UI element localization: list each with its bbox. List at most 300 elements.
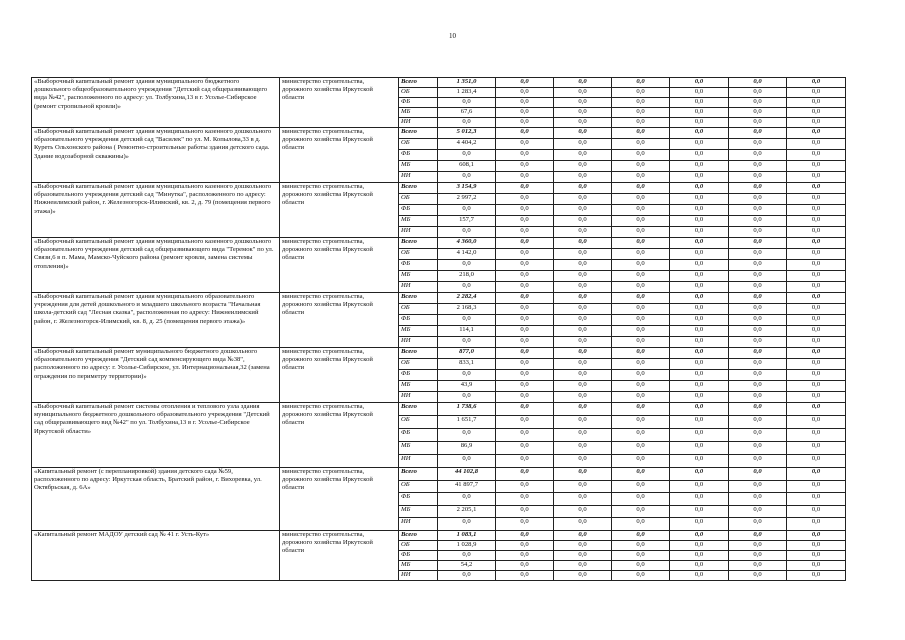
amount-cell: 5 012,3 <box>438 128 496 139</box>
amount-cell: 0,0 <box>787 183 846 194</box>
amount-cell: 0,0 <box>612 183 670 194</box>
funding-source-label: Всего <box>399 293 438 304</box>
amount-cell: 0,0 <box>496 416 554 429</box>
amount-cell: 0,0 <box>554 238 612 249</box>
amount-cell: 0,0 <box>670 550 729 560</box>
funding-source-label: ФБ <box>399 493 438 506</box>
amount-cell: 0,0 <box>729 518 787 531</box>
amount-cell: 0,0 <box>554 139 612 150</box>
amount-cell: 0,0 <box>787 370 846 381</box>
amount-cell: 0,0 <box>612 505 670 518</box>
amount-cell: 0,0 <box>612 455 670 468</box>
table-row-total <box>32 183 846 194</box>
amount-cell: 0,0 <box>729 118 787 128</box>
funding-source-label: Всего <box>399 183 438 194</box>
amount-cell: 0,0 <box>612 227 670 238</box>
amount-cell: 0,0 <box>670 183 729 194</box>
funding-source-label: ОБ <box>399 194 438 205</box>
amount-cell: 0,0 <box>554 359 612 370</box>
table-row-total <box>32 238 846 249</box>
amount-cell: 0,0 <box>496 183 554 194</box>
funding-source-label: МБ <box>399 326 438 337</box>
amount-cell: 0,0 <box>670 429 729 442</box>
amount-cell: 0,0 <box>438 392 496 403</box>
amount-cell: 0,0 <box>729 416 787 429</box>
amount-cell: 0,0 <box>729 560 787 570</box>
responsible-executor: министерство строительства, дорожного хозяйства Иркутской области <box>280 468 399 531</box>
amount-cell: 0,0 <box>496 540 554 550</box>
project-description: «Выборочный капитальный ремонт здания муниципального бюджетного дошкольного общеобразовательного учреждения "Детский сад общеразвивающего вида №42", расположенного по адресу: ул. Толбухина,13 в г. Усолье-Сибирское (ремонт стропильной кровли)» <box>32 78 280 128</box>
amount-cell: 0,0 <box>496 370 554 381</box>
amount-cell: 0,0 <box>787 293 846 304</box>
amount-cell: 0,0 <box>496 172 554 183</box>
amount-cell: 0,0 <box>612 108 670 118</box>
amount-cell: 0,0 <box>787 550 846 560</box>
amount-cell: 0,0 <box>438 455 496 468</box>
amount-cell: 0,0 <box>787 530 846 540</box>
amount-cell: 3 154,9 <box>438 183 496 194</box>
amount-cell: 0,0 <box>438 150 496 161</box>
amount-cell: 0,0 <box>612 205 670 216</box>
amount-cell: 0,0 <box>670 530 729 540</box>
funding-source-label: ОБ <box>399 88 438 98</box>
amount-cell: 41 897,7 <box>438 480 496 493</box>
amount-cell: 0,0 <box>554 348 612 359</box>
amount-cell: 0,0 <box>612 161 670 172</box>
responsible-executor: министерство строительства, дорожного хозяйства Иркутской области <box>280 348 399 403</box>
amount-cell: 0,0 <box>612 304 670 315</box>
amount-cell: 0,0 <box>554 183 612 194</box>
amount-cell: 0,0 <box>670 260 729 271</box>
amount-cell: 0,0 <box>787 282 846 293</box>
amount-cell: 2 282,4 <box>438 293 496 304</box>
amount-cell: 0,0 <box>787 468 846 481</box>
amount-cell: 0,0 <box>612 442 670 455</box>
amount-cell: 0,0 <box>612 150 670 161</box>
amount-cell: 0,0 <box>496 260 554 271</box>
funding-source-label: Всего <box>399 468 438 481</box>
amount-cell: 0,0 <box>554 493 612 506</box>
amount-cell: 0,0 <box>787 88 846 98</box>
amount-cell: 0,0 <box>438 118 496 128</box>
amount-cell: 0,0 <box>729 238 787 249</box>
amount-cell: 0,0 <box>554 530 612 540</box>
table-row-total <box>32 348 846 359</box>
amount-cell: 0,0 <box>612 98 670 108</box>
amount-cell: 0,0 <box>554 455 612 468</box>
amount-cell: 0,0 <box>729 468 787 481</box>
amount-cell: 0,0 <box>729 392 787 403</box>
amount-cell: 0,0 <box>438 550 496 560</box>
amount-cell: 0,0 <box>438 570 496 580</box>
amount-cell: 0,0 <box>729 108 787 118</box>
amount-cell: 2 168,3 <box>438 304 496 315</box>
amount-cell: 0,0 <box>729 315 787 326</box>
funding-source-label: ФБ <box>399 315 438 326</box>
amount-cell: 0,0 <box>496 227 554 238</box>
amount-cell: 0,0 <box>554 505 612 518</box>
amount-cell: 0,0 <box>670 78 729 88</box>
amount-cell: 0,0 <box>554 518 612 531</box>
amount-cell: 0,0 <box>670 98 729 108</box>
amount-cell: 0,0 <box>438 98 496 108</box>
amount-cell: 0,0 <box>729 150 787 161</box>
amount-cell: 0,0 <box>496 429 554 442</box>
funding-source-label: МБ <box>399 381 438 392</box>
amount-cell: 0,0 <box>612 550 670 560</box>
amount-cell: 0,0 <box>554 392 612 403</box>
amount-cell: 0,0 <box>670 172 729 183</box>
amount-cell: 0,0 <box>670 238 729 249</box>
amount-cell: 0,0 <box>438 227 496 238</box>
amount-cell: 0,0 <box>496 238 554 249</box>
amount-cell: 0,0 <box>554 98 612 108</box>
amount-cell: 0,0 <box>787 78 846 88</box>
amount-cell: 0,0 <box>612 216 670 227</box>
amount-cell: 0,0 <box>670 216 729 227</box>
amount-cell: 0,0 <box>729 139 787 150</box>
amount-cell: 608,1 <box>438 161 496 172</box>
responsible-executor: министерство строительства, дорожного хозяйства Иркутской области <box>280 183 399 238</box>
amount-cell: 0,0 <box>612 326 670 337</box>
table-row-total <box>32 530 846 540</box>
amount-cell: 0,0 <box>612 238 670 249</box>
amount-cell: 0,0 <box>496 88 554 98</box>
amount-cell: 157,7 <box>438 216 496 227</box>
amount-cell: 0,0 <box>554 304 612 315</box>
amount-cell: 0,0 <box>554 205 612 216</box>
amount-cell: 0,0 <box>787 337 846 348</box>
amount-cell: 0,0 <box>554 293 612 304</box>
table-row-total <box>32 293 846 304</box>
funding-source-label: ФБ <box>399 150 438 161</box>
funding-source-label: МБ <box>399 560 438 570</box>
table-row-total <box>32 403 846 416</box>
amount-cell: 0,0 <box>670 348 729 359</box>
amount-cell: 0,0 <box>496 150 554 161</box>
amount-cell: 0,0 <box>554 480 612 493</box>
amount-cell: 0,0 <box>670 570 729 580</box>
amount-cell: 0,0 <box>787 249 846 260</box>
amount-cell: 0,0 <box>670 392 729 403</box>
amount-cell: 0,0 <box>612 570 670 580</box>
amount-cell: 0,0 <box>729 271 787 282</box>
amount-cell: 0,0 <box>612 381 670 392</box>
amount-cell: 0,0 <box>670 161 729 172</box>
funding-source-label: ИИ <box>399 455 438 468</box>
amount-cell: 0,0 <box>729 216 787 227</box>
amount-cell: 0,0 <box>554 442 612 455</box>
amount-cell: 833,1 <box>438 359 496 370</box>
amount-cell: 0,0 <box>729 480 787 493</box>
table-row-total <box>32 128 846 139</box>
amount-cell: 218,0 <box>438 271 496 282</box>
amount-cell: 0,0 <box>612 403 670 416</box>
amount-cell: 0,0 <box>787 271 846 282</box>
amount-cell: 0,0 <box>729 282 787 293</box>
amount-cell: 4 142,0 <box>438 249 496 260</box>
project-description: «Капитальный ремонт МАДОУ детский сад № 41 г. Усть-Кут» <box>32 530 280 580</box>
amount-cell: 0,0 <box>729 370 787 381</box>
amount-cell: 0,0 <box>438 518 496 531</box>
funding-source-label: МБ <box>399 442 438 455</box>
amount-cell: 0,0 <box>670 282 729 293</box>
funding-source-label: Всего <box>399 128 438 139</box>
amount-cell: 0,0 <box>612 194 670 205</box>
funding-source-label: ОБ <box>399 359 438 370</box>
amount-cell: 0,0 <box>787 172 846 183</box>
amount-cell: 54,2 <box>438 560 496 570</box>
amount-cell: 0,0 <box>496 78 554 88</box>
amount-cell: 0,0 <box>554 216 612 227</box>
amount-cell: 0,0 <box>670 518 729 531</box>
amount-cell: 0,0 <box>554 403 612 416</box>
amount-cell: 0,0 <box>496 518 554 531</box>
amount-cell: 0,0 <box>612 282 670 293</box>
amount-cell: 0,0 <box>787 570 846 580</box>
amount-cell: 0,0 <box>496 161 554 172</box>
amount-cell: 0,0 <box>729 493 787 506</box>
amount-cell: 0,0 <box>729 381 787 392</box>
amount-cell: 0,0 <box>612 293 670 304</box>
amount-cell: 0,0 <box>670 540 729 550</box>
funding-source-label: ФБ <box>399 429 438 442</box>
table-row-total <box>32 468 846 481</box>
responsible-executor: министерство строительства, дорожного хозяйства Иркутской области <box>280 403 399 468</box>
amount-cell: 0,0 <box>670 381 729 392</box>
amount-cell: 0,0 <box>554 161 612 172</box>
amount-cell: 0,0 <box>670 194 729 205</box>
amount-cell: 0,0 <box>612 429 670 442</box>
amount-cell: 1 028,9 <box>438 540 496 550</box>
amount-cell: 0,0 <box>496 326 554 337</box>
amount-cell: 0,0 <box>496 293 554 304</box>
amount-cell: 0,0 <box>438 315 496 326</box>
amount-cell: 1 738,6 <box>438 403 496 416</box>
amount-cell: 0,0 <box>496 381 554 392</box>
amount-cell: 0,0 <box>554 88 612 98</box>
funding-source-label: МБ <box>399 161 438 172</box>
responsible-executor: министерство строительства, дорожного хозяйства Иркутской области <box>280 530 399 580</box>
amount-cell: 0,0 <box>670 108 729 118</box>
amount-cell: 0,0 <box>670 128 729 139</box>
amount-cell: 44 102,8 <box>438 468 496 481</box>
amount-cell: 0,0 <box>496 359 554 370</box>
amount-cell: 0,0 <box>670 271 729 282</box>
amount-cell: 0,0 <box>496 128 554 139</box>
funding-source-label: ОБ <box>399 540 438 550</box>
amount-cell: 0,0 <box>554 260 612 271</box>
table-row-total <box>32 78 846 88</box>
amount-cell: 0,0 <box>787 359 846 370</box>
amount-cell: 0,0 <box>496 118 554 128</box>
amount-cell: 0,0 <box>612 88 670 98</box>
amount-cell: 0,0 <box>554 550 612 560</box>
amount-cell: 0,0 <box>787 118 846 128</box>
amount-cell: 1 083,1 <box>438 530 496 540</box>
amount-cell: 0,0 <box>670 468 729 481</box>
project-description: «Выборочный капитальный ремонт системы отопления и теплового узла здания муниципального бюджетного дошкольного образовательного учреждения "Детский сад общеразвивающего вид №42" по ул. Толбухина,13 в г. Усолье-Сибирское Иркутской области» <box>32 403 280 468</box>
amount-cell: 0,0 <box>554 271 612 282</box>
amount-cell: 0,0 <box>612 128 670 139</box>
amount-cell: 0,0 <box>787 128 846 139</box>
amount-cell: 0,0 <box>496 392 554 403</box>
amount-cell: 0,0 <box>612 139 670 150</box>
amount-cell: 0,0 <box>787 194 846 205</box>
amount-cell: 0,0 <box>496 315 554 326</box>
amount-cell: 2 205,1 <box>438 505 496 518</box>
amount-cell: 0,0 <box>554 326 612 337</box>
amount-cell: 0,0 <box>787 518 846 531</box>
amount-cell: 0,0 <box>729 505 787 518</box>
amount-cell: 0,0 <box>670 505 729 518</box>
amount-cell: 0,0 <box>670 249 729 260</box>
funding-source-label: Всего <box>399 530 438 540</box>
amount-cell: 0,0 <box>554 172 612 183</box>
amount-cell: 0,0 <box>670 315 729 326</box>
amount-cell: 0,0 <box>438 282 496 293</box>
amount-cell: 0,0 <box>787 227 846 238</box>
amount-cell: 0,0 <box>729 88 787 98</box>
amount-cell: 0,0 <box>670 403 729 416</box>
amount-cell: 0,0 <box>787 540 846 550</box>
funding-source-label: ИИ <box>399 570 438 580</box>
amount-cell: 0,0 <box>496 271 554 282</box>
amount-cell: 67,6 <box>438 108 496 118</box>
responsible-executor: министерство строительства, дорожного хозяйства Иркутской области <box>280 293 399 348</box>
amount-cell: 0,0 <box>787 348 846 359</box>
amount-cell: 0,0 <box>729 326 787 337</box>
amount-cell: 0,0 <box>787 392 846 403</box>
funding-source-label: ОБ <box>399 304 438 315</box>
amount-cell: 0,0 <box>612 370 670 381</box>
amount-cell: 0,0 <box>729 455 787 468</box>
amount-cell: 4 360,0 <box>438 238 496 249</box>
project-description: «Выборочный капитальный ремонт здания муниципального казенного дошкольного образовательного учреждения детский сад общеразвивающего вида "Теремок" по ул. Связи,6 в п. Мама, Мамско-Чуйского района (ремонт кровли, замена системы отопления)» <box>32 238 280 293</box>
amount-cell: 0,0 <box>496 442 554 455</box>
amount-cell: 0,0 <box>670 139 729 150</box>
funding-source-label: ИИ <box>399 118 438 128</box>
amount-cell: 0,0 <box>670 118 729 128</box>
amount-cell: 0,0 <box>612 348 670 359</box>
funding-source-label: ФБ <box>399 260 438 271</box>
amount-cell: 0,0 <box>554 150 612 161</box>
amount-cell: 0,0 <box>729 194 787 205</box>
amount-cell: 0,0 <box>670 304 729 315</box>
responsible-executor: министерство строительства, дорожного хозяйства Иркутской области <box>280 238 399 293</box>
project-description: «Капитальный ремонт (с перепланировкой) здания детского сада №59, расположенного по адресу: Иркутская область, Братский район, г. Вихоревка, ул. Октябрьская, д. 6А» <box>32 468 280 531</box>
amount-cell: 0,0 <box>787 238 846 249</box>
amount-cell: 0,0 <box>612 540 670 550</box>
amount-cell: 0,0 <box>554 416 612 429</box>
amount-cell: 0,0 <box>554 337 612 348</box>
funding-source-label: Всего <box>399 78 438 88</box>
amount-cell: 0,0 <box>496 337 554 348</box>
amount-cell: 0,0 <box>729 304 787 315</box>
amount-cell: 0,0 <box>612 480 670 493</box>
amount-cell: 0,0 <box>787 403 846 416</box>
amount-cell: 0,0 <box>670 416 729 429</box>
amount-cell: 0,0 <box>729 161 787 172</box>
amount-cell: 0,0 <box>612 493 670 506</box>
amount-cell: 0,0 <box>729 359 787 370</box>
amount-cell: 0,0 <box>670 560 729 570</box>
amount-cell: 0,0 <box>438 493 496 506</box>
amount-cell: 0,0 <box>496 455 554 468</box>
funding-source-label: МБ <box>399 216 438 227</box>
project-description: «Выборочный капитальный ремонт здания муниципального казенного дошкольного образовательного учреждения детский сад "Минутка", расположенного по адресу: Нижнеилимский район, г. Железногорск-Илимский, кв. 2, д. 79 (помещения первого этажа)» <box>32 183 280 238</box>
amount-cell: 0,0 <box>729 570 787 580</box>
amount-cell: 0,0 <box>787 429 846 442</box>
amount-cell: 0,0 <box>670 88 729 98</box>
amount-cell: 0,0 <box>787 260 846 271</box>
amount-cell: 0,0 <box>729 249 787 260</box>
amount-cell: 0,0 <box>670 442 729 455</box>
amount-cell: 0,0 <box>438 429 496 442</box>
amount-cell: 0,0 <box>729 260 787 271</box>
funding-source-label: Всего <box>399 348 438 359</box>
amount-cell: 1 351,0 <box>438 78 496 88</box>
amount-cell: 0,0 <box>670 493 729 506</box>
table-body <box>32 78 846 581</box>
page-number: 10 <box>449 32 456 40</box>
funding-source-label: ОБ <box>399 249 438 260</box>
amount-cell: 0,0 <box>729 429 787 442</box>
amount-cell: 0,0 <box>612 468 670 481</box>
amount-cell: 0,0 <box>787 315 846 326</box>
amount-cell: 1 283,4 <box>438 88 496 98</box>
amount-cell: 0,0 <box>612 416 670 429</box>
amount-cell: 0,0 <box>496 550 554 560</box>
amount-cell: 0,0 <box>496 493 554 506</box>
project-description: «Выборочный капитальный ремонт здания муниципального казенного дошкольного образовательного учреждения детский сад "Василек" по ул. М. Копылова,33 в д. Куреть Ольхонского района ( Ремонтно-строительные работы здания детского сада. Здание водозаборной скважины)» <box>32 128 280 183</box>
amount-cell: 0,0 <box>787 108 846 118</box>
amount-cell: 0,0 <box>787 455 846 468</box>
funding-source-label: ИИ <box>399 392 438 403</box>
amount-cell: 0,0 <box>670 227 729 238</box>
amount-cell: 0,0 <box>554 282 612 293</box>
funding-source-label: ИИ <box>399 337 438 348</box>
amount-cell: 0,0 <box>729 183 787 194</box>
funding-source-label: ИИ <box>399 227 438 238</box>
amount-cell: 0,0 <box>496 570 554 580</box>
amount-cell: 0,0 <box>496 139 554 150</box>
funding-source-label: ОБ <box>399 139 438 150</box>
amount-cell: 0,0 <box>496 98 554 108</box>
responsible-executor: министерство строительства, дорожного хозяйства Иркутской области <box>280 78 399 128</box>
amount-cell: 0,0 <box>496 205 554 216</box>
amount-cell: 0,0 <box>787 326 846 337</box>
amount-cell: 0,0 <box>612 530 670 540</box>
amount-cell: 0,0 <box>729 78 787 88</box>
amount-cell: 0,0 <box>612 359 670 370</box>
amount-cell: 0,0 <box>438 337 496 348</box>
amount-cell: 0,0 <box>612 560 670 570</box>
amount-cell: 0,0 <box>729 348 787 359</box>
amount-cell: 0,0 <box>438 205 496 216</box>
amount-cell: 0,0 <box>787 205 846 216</box>
amount-cell: 0,0 <box>554 108 612 118</box>
amount-cell: 0,0 <box>554 315 612 326</box>
amount-cell: 0,0 <box>496 530 554 540</box>
funding-source-label: ОБ <box>399 480 438 493</box>
amount-cell: 2 997,2 <box>438 194 496 205</box>
funding-source-label: МБ <box>399 271 438 282</box>
amount-cell: 0,0 <box>612 518 670 531</box>
amount-cell: 0,0 <box>729 205 787 216</box>
amount-cell: 4 404,2 <box>438 139 496 150</box>
amount-cell: 0,0 <box>612 271 670 282</box>
